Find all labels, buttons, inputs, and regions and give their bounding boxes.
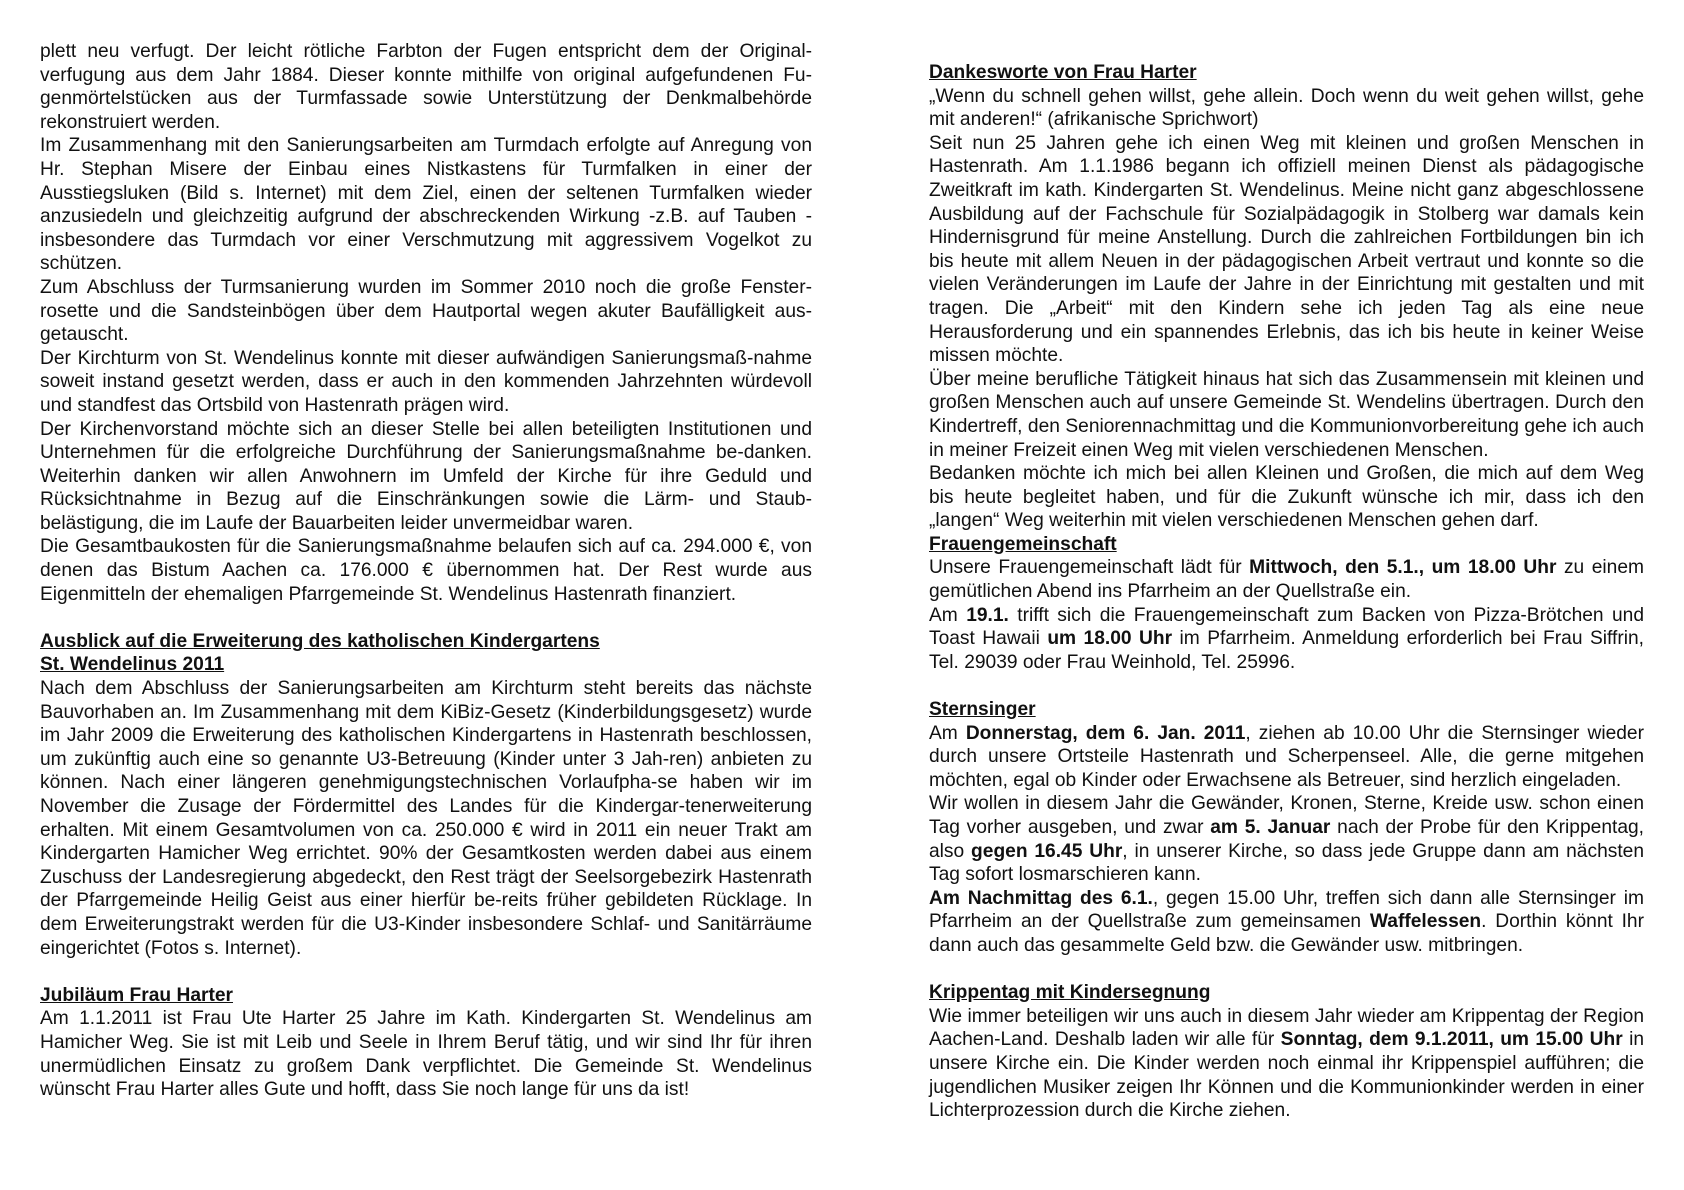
paragraph-kirchturm: Der Kirchturm von St. Wendelinus konnte mit dieser aufwändigen Sanierungsmaß-nahme soweit instand gesetzt werden, dass er auch in den kommenden Jahrzehnten würdevoll und standfest das Ortsbild von Hastenrath prägen wird.	[40, 347, 812, 416]
spacer	[929, 958, 1644, 982]
paragraph-sternsinger-2: Wir wollen in diesem Jahr die Gewänder, Kronen, Sterne, Kreide usw. schon einen Tag vorher ausgeben, und zwar am 5. Januar nach der Probe für den Krippentag, also gegen 16.45 Uhr, in unserer Kirche, so dass jede Gruppe dann am nächsten Tag sofort losmarschieren kann.	[929, 793, 1645, 886]
paragraph-dank-2: Über meine berufliche Tätigkeit hinaus hat sich das Zusammensein mit kleinen und großen Menschen auch auf unsere Gemeinde St. Wendelins übertragen. Durch den Kindertreff, den Seniorennachmittag und die Kommunionvorbereitung gehe ich auch in meiner Freizeit einen Weg mit vielen verschiedenen Menschen.	[929, 368, 1644, 461]
left-column	[40, 40, 812, 1102]
spacer	[929, 674, 1644, 698]
heading-frauengemeinschaft: Frauengemeinschaft	[929, 533, 1117, 555]
heading-jubilaeum: Jubiläum Frau Harter	[40, 984, 233, 1006]
paragraph-fugen: plett neu verfugt. Der leicht rötliche Farbton der Fugen entspricht dem der Original-verfugung aus dem Jahr 1884. Dieser konnte mithilfe von original aufgefundenen Fu-genmörtelstücken aus der Turmfassade sowie Unterstützung der Denkmalbehörde rekonstruiert werden.	[40, 41, 812, 133]
paragraph-fensterrosette: Zum Abschluss der Turmsanierung wurden im Sommer 2010 noch die große Fenster-rosette und die Sandsteinbögen über dem Hautportal wegen akuter Baufälligkeit aus-getauscht.	[40, 276, 812, 346]
paragraph-krippentag: Wie immer beteiligen wir uns auch in diesem Jahr wieder am Krippentag der Region Aachen-Land. Deshalb laden wir alle für Sonntag, dem 9.1.2011, um 15.00 Uhr in unsere Kirche ein. Die Kinder werden noch einmal ihr Krippenspiel aufführen; die jugendlichen Musiker zeigen Ihr Können und die Kommunionkinder werden in einer Lichterprozession durch die Kirche ziehen.	[929, 1005, 1644, 1122]
paragraph-sternsinger-1: Am Donnerstag, dem 6. Jan. 2011, ziehen ab 10.00 Uhr die Sternsinger wieder durch unsere Ortsteile Hastenrath und Scherpenseel. Alle, die gerne mitgehen möchten, egal ob Kinder oder Erwachsene als Betreuer, sind herzlich eingeladen.	[929, 722, 1644, 791]
paragraph-frauen-2: Am 19.1. trifft sich die Frauengemeinschaft zum Backen von Pizza-Brötchen und Toast Hawaii um 18.00 Uhr im Pfarrheim. Anmeldung erforderlich bei Frau Siffrin, Tel. 29039 oder Frau Weinhold, Tel. 25996.	[929, 604, 1644, 673]
heading-krippentag: Krippentag mit Kindersegnung	[929, 982, 1211, 1004]
heading-sternsinger: Sternsinger	[929, 699, 1036, 721]
paragraph-sternsinger-3: Am Nachmittag des 6.1., gegen 15.00 Uhr, treffen sich dann alle Sternsinger im Pfarrheim an der Quellstraße zum gemeinsamen Waffelessen. Dorthin könnt Ihr dann auch das gesammelte Geld bzw. die Gewänder usw. mitbringen.	[929, 887, 1644, 956]
heading-kindergarten-line-1: Ausblick auf die Erweiterung des katholischen Kindergartens	[40, 630, 600, 652]
right-column	[929, 61, 1644, 1123]
spacer	[40, 960, 812, 984]
paragraph-dank-1: Seit nun 25 Jahren gehe ich einen Weg mit kleinen und großen Menschen in Hastenrath. Am 1.1.1986 begann ich offiziell meinen Dienst als pädagogische Zweitkraft im kath. Kindergarten St. Wendelinus. Meine nicht ganz abgeschlossene Ausbildung auf der Fachschule für Sozialpädagogik in Stolberg war damals kein Hindernisgrund für meine Anstellung. Durch die zahlreichen Fortbildungen bin ich bis heute mit allem Neuen in der pädagogischen Arbeit vertraut und konnte so die vielen Veränderungen im Laufe der Jahre in der Einrichtung mit gestalten und mit tragen. Die „Arbeit“ mit den Kindern sehe ich jeden Tag als eine neue Herausforderung und ein spannendes Erlebnis, das ich bis heute in keiner Weise missen möchte.	[929, 132, 1644, 367]
paragraph-quote: „Wenn du schnell gehen willst, gehe allein. Doch wenn du weit gehen willst, gehe mit anderen!“ (afrikanische Sprichwort)	[929, 85, 1644, 131]
paragraph-nistkasten: Im Zusammenhang mit den Sanierungsarbeiten am Turmdach erfolgte auf Anregung von Hr. Stephan Misere der Einbau eines Nistkastens für Turmfalken in einer der Ausstiegsluken (Bild s. Internet) mit dem Ziel, einen der seltenen Turmfalken wieder anzusiedeln und gleichzeitig aufgrund der abschreckenden Wirkung -z.B. auf Tauben - insbesondere das Turmdach vor einer Verschmutzung mit aggressivem Vogelkot zu schützen.	[40, 135, 812, 275]
paragraph-dank-3: Bedanken möchte ich mich bei allen Kleinen und Großen, die mich auf dem Weg bis heute begleitet haben, und für die Zukunft wünsche ich mir, dass ich den „langen“ Weg weiterhin mit vielen verschiedenen Menschen gehen darf.	[929, 463, 1644, 532]
paragraph-frauen-1: Unsere Frauengemeinschaft lädt für Mittwoch, den 5.1., um 18.00 Uhr zu einem gemütlichen Abend ins Pfarrheim an der Quellstraße ein.	[929, 557, 1644, 603]
paragraph-gesamtbaukosten: Die Gesamtbaukosten für die Sanierungsmaßnahme belaufen sich auf ca. 294.000 €, von denen das Bistum Aachen ca. 176.000 € übernommen hat. Der Rest wurde aus Eigenmitteln der ehemaligen Pfarrgemeinde St. Wendelinus Hastenrath finanziert.	[40, 536, 812, 605]
paragraph-jubilaeum: Am 1.1.2011 ist Frau Ute Harter 25 Jahre im Kath. Kindergarten St. Wendelinus am Hamicher Weg. Sie ist mit Leib und Seele in Ihrem Beruf tätig, und wir sind Ihr für ihren unermüdlichen Einsatz zu großem Dank verpflichtet. Die Gemeinde St. Wendelinus wünscht Frau Harter alles Gute und hofft, dass Sie noch lange für uns da ist!	[40, 1008, 812, 1101]
paragraph-kindergarten: Nach dem Abschluss der Sanierungsarbeiten am Kirchturm steht bereits das nächste Bauvorhaben an. Im Zusammenhang mit dem KiBiz-Gesetz (Kinderbildungsgesetz) wurde im Jahr 2009 die Erweiterung des katholischen Kindergartens in Hastenrath beschlossen, um zukünftig auch eine so genannte U3-Betreuung (Kinder unter 3 Jah-ren) anbieten zu können. Nach einer längeren genehmigungstechnischen Vorlaufpha-se haben wir im November die Zusage der Fördermittel des Landes für die Kindergar-tenerweiterung erhalten. Mit einem Gesamtvolumen von ca. 250.000 € wird in 2011 ein neuer Trakt am Kindergarten Hamicher Weg errichtet. 90% der Gesamtkosten werden dabei aus einem Zuschuss der Landesregierung abgedeckt, den Rest trägt der Seelsorgebezirk Hastenrath der Pfarrgemeinde Heilig Geist aus einer hierfür be-reits früher gebildeten Rücklage. In dem Erweiterungstrakt werden für die U3-Kinder insbesondere Schlaf- und Sanitärräume eingerichtet (Fotos s. Internet).	[40, 678, 812, 959]
paragraph-dank-kirchenvorstand: Der Kirchenvorstand möchte sich an dieser Stelle bei allen beteiligten Institutionen und Unternehmen für die erfolgreiche Durchführung der Sanierungsmaßnahme be-danken. Weiterhin danken wir allen Anwohnern im Umfeld der Kirche für ihre Geduld und Rücksichtnahme in Bezug auf die Einschränkungen sowie die Lärm- und Staub-belästigung, die im Laufe der Bauarbeiten leider unvermeidbar waren.	[40, 418, 812, 534]
heading-dankesworte: Dankesworte von Frau Harter	[929, 62, 1197, 83]
heading-kindergarten-line-2: St. Wendelinus 2011	[40, 654, 225, 676]
spacer	[40, 606, 812, 630]
